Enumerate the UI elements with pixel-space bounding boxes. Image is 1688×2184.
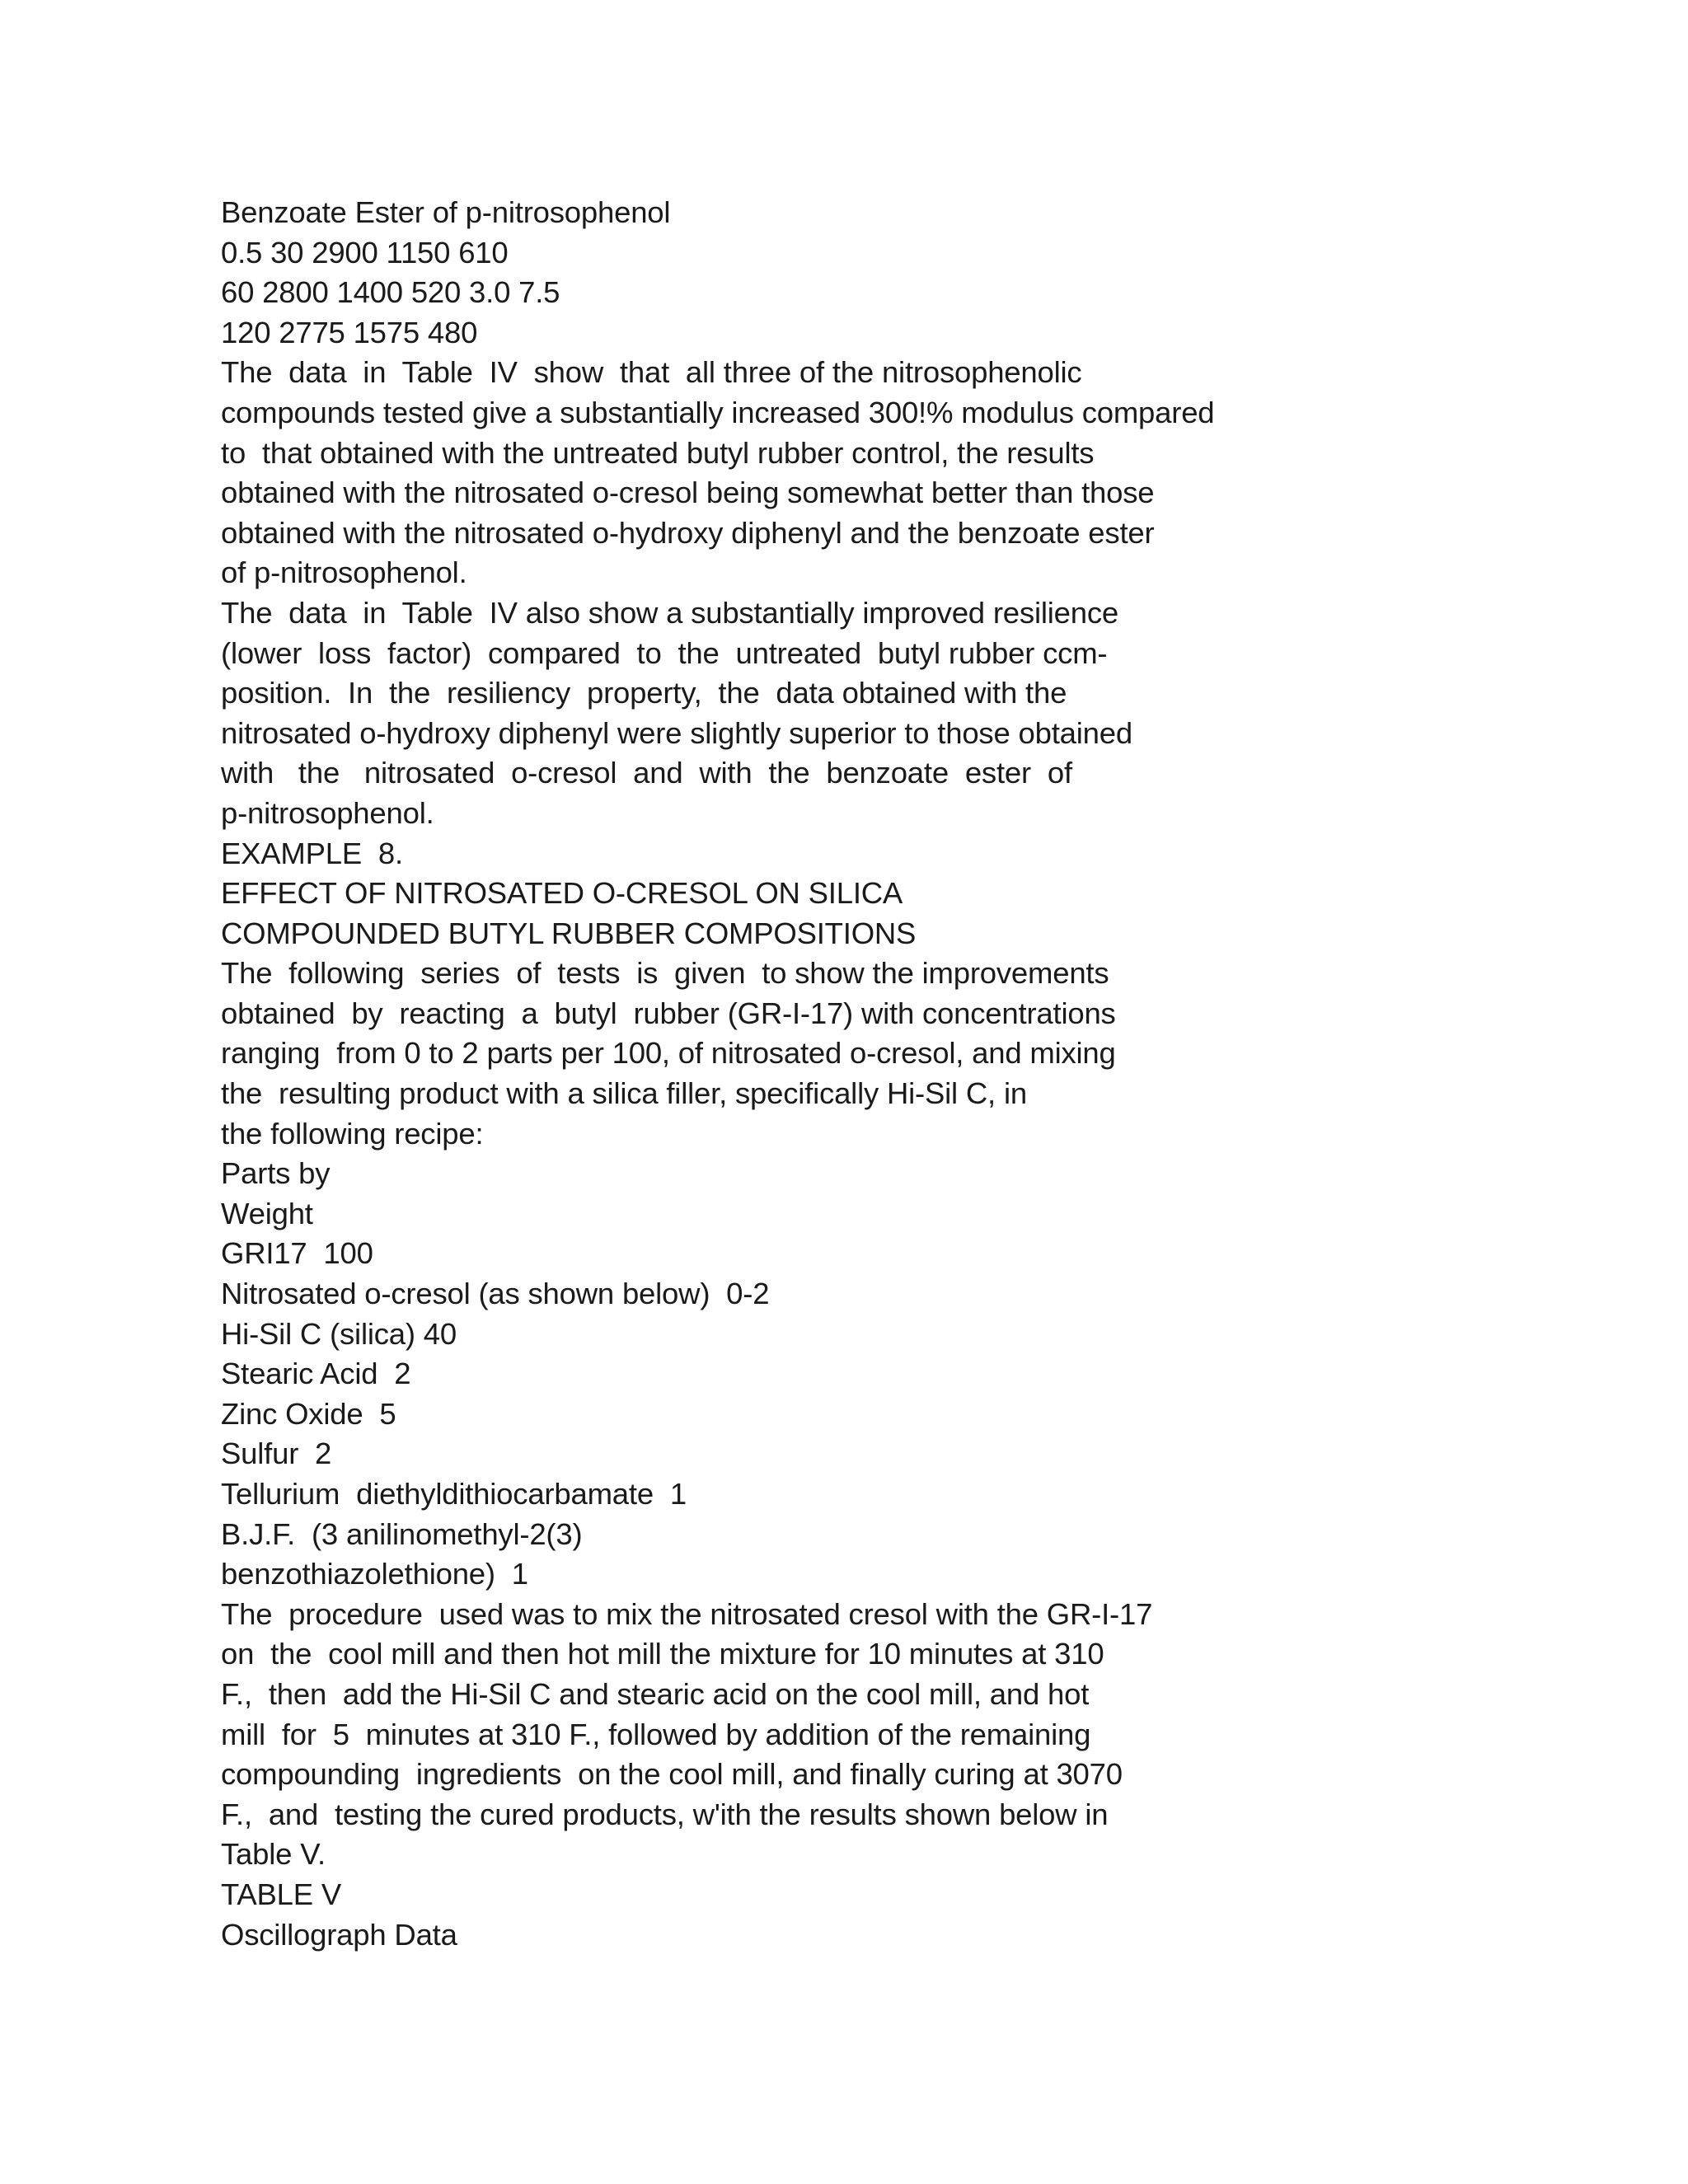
recipe-item: B.J.F. (3 anilinomethyl-2(3) xyxy=(221,1516,583,1551)
text-line: ranging from 0 to 2 parts per 100, of nitrosated o-cresol, and mixing xyxy=(221,1036,1116,1071)
text-line: obtained with the nitrosated o-cresol being somewhat better than those xyxy=(221,476,1155,510)
recipe-item: Nitrosated o-cresol (as shown below) 0-2 xyxy=(221,1277,770,1311)
text-line: The data in Table IV also show a substantially improved resilience xyxy=(221,595,1119,630)
recipe-item: Stearic Acid 2 xyxy=(221,1357,411,1391)
text-line: on the cool mill and then hot mill the mixture for 10 minutes at 310 xyxy=(221,1637,1104,1671)
text-line: 60 2800 1400 520 3.0 7.5 xyxy=(221,275,560,310)
text-line: obtained by reacting a butyl rubber (GR-I-17) with concentrations xyxy=(221,996,1116,1030)
recipe-item: Sulfur 2 xyxy=(221,1436,332,1471)
text-line: Benzoate Ester of p-nitrosophenol xyxy=(221,195,671,229)
document-text xyxy=(221,193,1540,1955)
text-line: to that obtained with the untreated butyl rubber control, the results xyxy=(221,435,1095,470)
table-subtitle: Oscillograph Data xyxy=(221,1917,457,1952)
recipe-item: Zinc Oxide 5 xyxy=(221,1396,396,1431)
recipe-header: Parts by xyxy=(221,1156,331,1191)
text-line: The data in Table IV show that all three of the nitrosophenolic xyxy=(221,355,1082,390)
section-heading: EXAMPLE 8. xyxy=(221,836,403,870)
text-line: compounds tested give a substantially increased 300!% modulus compared xyxy=(221,395,1215,429)
text-line: mill for 5 minutes at 310 F., followed by addition of the remaining xyxy=(221,1717,1091,1751)
recipe-item: Tellurium diethyldithiocarbamate 1 xyxy=(221,1477,687,1511)
text-line: The following series of tests is given to show the improvements xyxy=(221,956,1109,991)
text-line: p-nitrosophenol. xyxy=(221,795,434,830)
text-line: (lower loss factor) compared to the untreated butyl rubber ccm- xyxy=(221,635,1108,670)
text-line: F., and testing the cured products, w'ith the results shown below in xyxy=(221,1797,1109,1831)
recipe-header: Weight xyxy=(221,1196,313,1230)
table-title: TABLE V xyxy=(221,1877,342,1911)
section-title: COMPOUNDED BUTYL RUBBER COMPOSITIONS xyxy=(221,916,917,950)
text-line: F., then add the Hi-Sil C and stearic acid on the cool mill, and hot xyxy=(221,1676,1090,1711)
text-line: of p-nitrosophenol. xyxy=(221,555,467,590)
text-line: The procedure used was to mix the nitrosated cresol with the GR-I-17 xyxy=(221,1596,1153,1631)
text-line: the resulting product with a silica filler, specifically Hi-Sil C, in xyxy=(221,1076,1027,1111)
recipe-item: benzothiazolethione) 1 xyxy=(221,1557,528,1591)
text-line: position. In the resiliency property, the data obtained with the xyxy=(221,676,1067,710)
recipe-item: GRI17 100 xyxy=(221,1236,373,1271)
text-line: 120 2775 1575 480 xyxy=(221,315,478,349)
section-title: EFFECT OF NITROSATED O-CRESOL ON SILICA xyxy=(221,876,903,911)
text-line: the following recipe: xyxy=(221,1116,484,1151)
text-line: Table V. xyxy=(221,1837,326,1872)
recipe-item: Hi-Sil C (silica) 40 xyxy=(221,1316,457,1351)
text-line: compounding ingredients on the cool mill, and finally curing at 3070 xyxy=(221,1757,1123,1792)
text-line: 0.5 30 2900 1150 610 xyxy=(221,235,509,269)
text-line: nitrosated o-hydroxy diphenyl were slightly superior to those obtained xyxy=(221,715,1132,750)
text-line: with the nitrosated o-cresol and with the benzoate ester of xyxy=(221,756,1072,790)
text-line: obtained with the nitrosated o-hydroxy diphenyl and the benzoate ester xyxy=(221,515,1155,550)
